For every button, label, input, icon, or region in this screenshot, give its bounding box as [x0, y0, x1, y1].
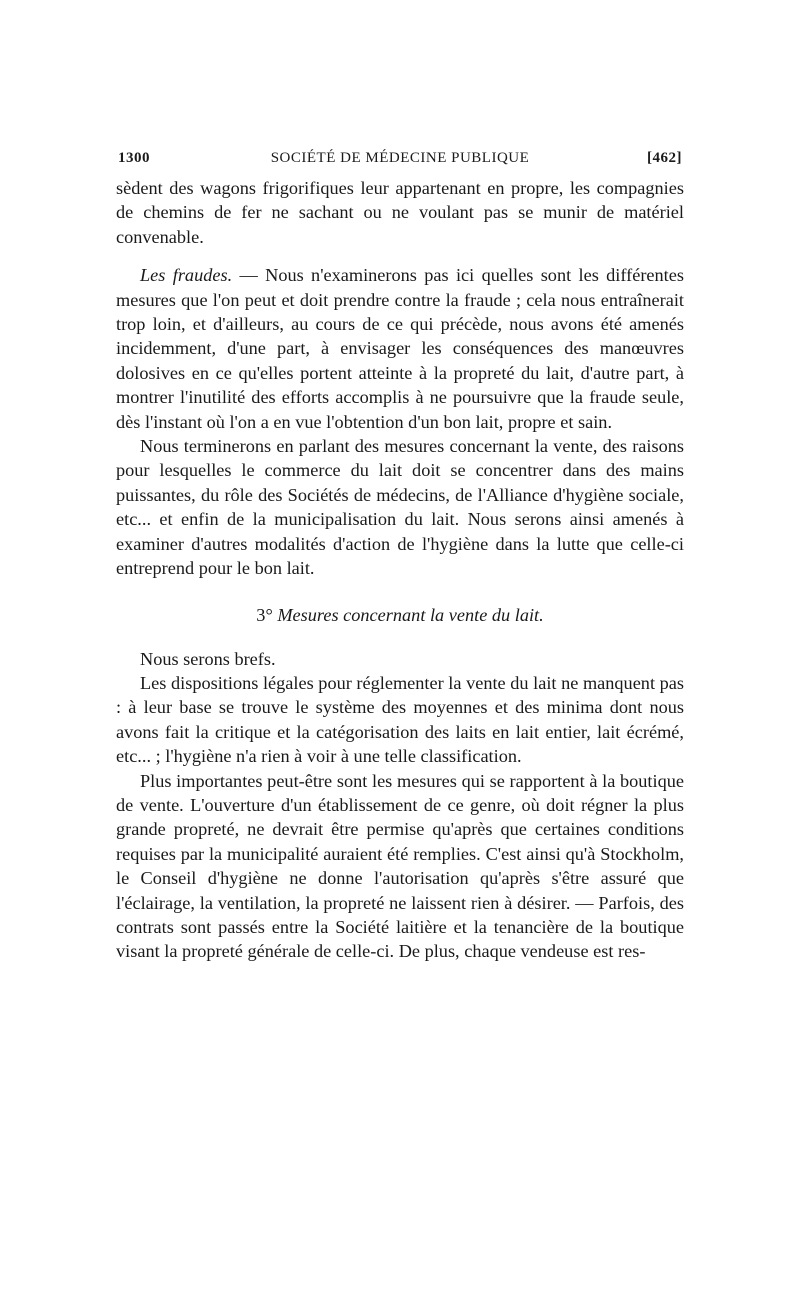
running-title: SOCIÉTÉ DE MÉDECINE PUBLIQUE — [270, 150, 530, 166]
section-number: 3° — [256, 604, 273, 625]
section-heading — [116, 603, 684, 627]
section-title: Mesures concernant la vente du lait. — [277, 604, 544, 625]
paragraph-legal-dispositions: Les dispositions légales pour réglementer la vente du lait ne manquent pas : à leur base se trouve le système des moyennes et des minima dont nous avons fait la critique et la catégorisation des laits en lait entier, lait écrémé, etc... ; l'hygiène n'a rien à voir à une telle classification. — [116, 672, 684, 767]
paragraph-frauds-body: — Nous n'examinerons pas ici quelles sont les différentes mesures que l'on peut et doit prendre contre la fraude ; cela nous entraînerait trop loin, et d'ailleurs, au cours de ce qui précède, nous avons été amenés incidemment, d'une part, à envisager les conséquences des manœuvres dolosives en ce qu'elles portent atteinte à la propreté du lait, d'autre part, à montrer l'inutilité des efforts accomplis à ne poursuivre que la fraude seule, dès l'instant où l'on a en vue l'obtention d'un bon lait, propre et sain. — [116, 265, 684, 432]
running-header — [116, 150, 684, 176]
paragraph-shop-measures: Plus importantes peut-être sont les mesures qui se rapportent à la boutique de vente. L'ouverture d'un établissement de ce genre, où doit régner la plus grande propreté, ne devrait être permise qu'après que certaines conditions requises par la municipalité auraient été remplies. C'est ainsi qu'à Stockholm, le Conseil d'hygiène ne donne l'autorisation qu'après s'être assuré que l'éclairage, la ventilation, la propreté ne laissent rien à désirer. — Parfois, des contrats sont passés entre la Société laitière et la tenancière de la boutique visant la propreté générale de celle-ci. De plus, chaque vendeuse est res- — [116, 770, 684, 962]
paragraph-frauds — [116, 263, 684, 434]
paragraph-continuation: sèdent des wagons frigorifiques leur appartenant en propre, les compagnies de chemins de fer ne sachant ou ne voulant pas se munir de matériel convenable. — [116, 178, 684, 247]
page-number: 1300 — [118, 150, 150, 166]
paragraph-conclusion-plan: Nous terminerons en parlant des mesures concernant la vente, des raisons pour lesquelles le commerce du lait doit se concentrer dans des mains puissantes, du rôle des Sociétés de médecins, de l'Alliance d'hygiène sociale, etc... et enfin de la municipalisation du lait. Nous serons ainsi amenés à examiner d'autres modalités d'action de l'hygiène dans la lutte que celle-ci entreprend pour le bon lait. — [116, 436, 684, 579]
bracket-page-reference: [462] — [647, 150, 682, 166]
paragraph-lead-frauds: Les fraudes. — [140, 265, 233, 286]
document-page — [116, 150, 684, 964]
paragraph-brief: Nous serons brefs. — [140, 648, 276, 669]
